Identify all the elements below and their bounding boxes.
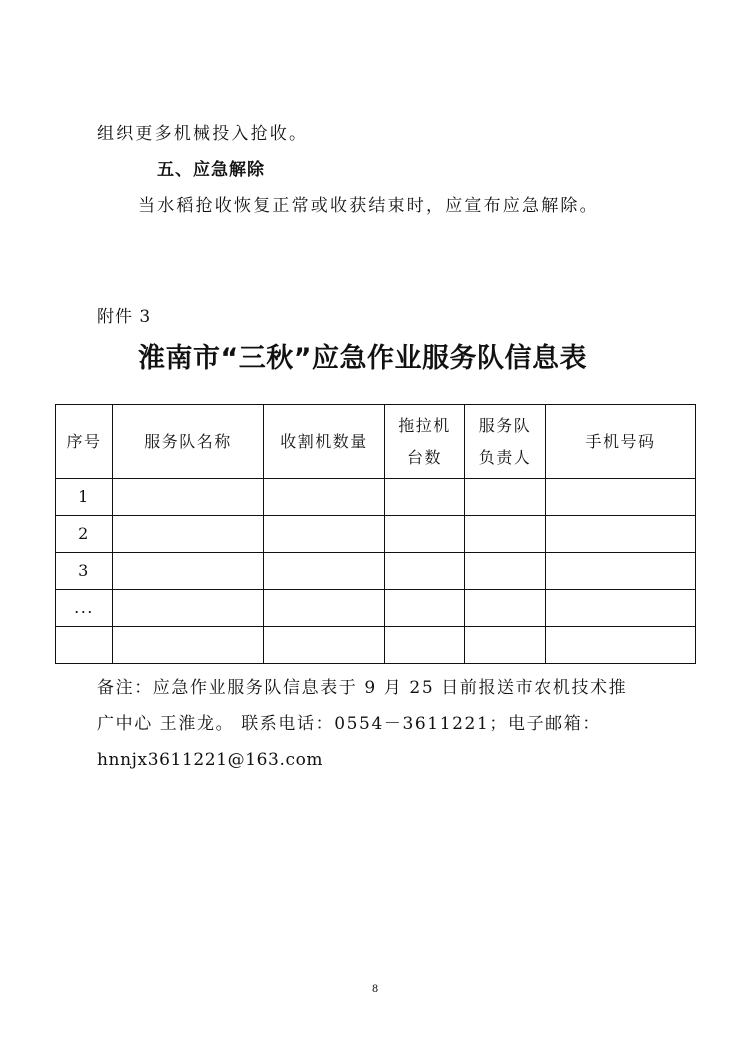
row-seq: 1 <box>56 479 113 516</box>
row-seq: 3 <box>56 553 113 590</box>
header-tractor-line2: 台数 <box>406 447 442 467</box>
row-seq <box>56 627 113 664</box>
row-seq: ... <box>56 590 113 627</box>
cell-tractor <box>385 590 465 627</box>
note-line: 备注：应急作业服务队信息表于 9 月 25 日前报送市农机技术推 <box>97 678 628 698</box>
cell-phone <box>546 479 696 516</box>
cell-tractor <box>385 627 465 664</box>
row-seq: 2 <box>56 516 113 553</box>
note-line: 广中心 王淮龙。 联系电话：0554－3611221；电子邮箱： <box>97 714 601 734</box>
cell-phone <box>546 590 696 627</box>
cell-leader <box>465 553 546 590</box>
page-number: 8 <box>371 984 379 995</box>
note-email: hnnjx3611221@163.com <box>97 750 324 770</box>
cell-tractor <box>385 516 465 553</box>
cell-team-name <box>113 479 264 516</box>
table-row <box>56 479 696 516</box>
table-header-row <box>56 405 696 479</box>
cell-harvester <box>264 516 385 553</box>
cell-leader <box>465 627 546 664</box>
header-leader-line2: 负责人 <box>478 447 532 467</box>
table-row <box>56 590 696 627</box>
cell-team-name <box>113 553 264 590</box>
header-seq: 序号 <box>56 405 113 479</box>
header-harvester-count: 收割机数量 <box>264 405 385 479</box>
header-team-leader <box>465 405 546 479</box>
header-leader-line1: 服务队 <box>478 415 532 435</box>
table-row <box>56 553 696 590</box>
paragraph-line: 组织更多机械投入抢收。 <box>97 124 309 144</box>
table-row <box>56 627 696 664</box>
cell-tractor <box>385 553 465 590</box>
section-heading: 五、应急解除 <box>157 160 265 180</box>
cell-leader <box>465 516 546 553</box>
header-tractor-line1: 拖拉机 <box>398 415 451 435</box>
table-row <box>56 516 696 553</box>
cell-phone <box>546 516 696 553</box>
paragraph-line: 当水稻抢收恢复正常或收获结束时，应宣布应急解除。 <box>138 196 599 216</box>
cell-team-name <box>113 590 264 627</box>
cell-harvester <box>264 627 385 664</box>
cell-harvester <box>264 553 385 590</box>
header-tractor-count <box>385 405 465 479</box>
document-title: 淮南市“三秋”应急作业服务队信息表 <box>138 343 587 374</box>
cell-team-name <box>113 516 264 553</box>
header-phone: 手机号码 <box>546 405 696 479</box>
cell-phone <box>546 627 696 664</box>
attachment-label: 附件 3 <box>97 307 152 327</box>
header-team-name: 服务队名称 <box>113 405 264 479</box>
cell-tractor <box>385 479 465 516</box>
info-table <box>55 404 696 664</box>
cell-leader <box>465 479 546 516</box>
cell-harvester <box>264 590 385 627</box>
cell-team-name <box>113 627 264 664</box>
cell-phone <box>546 553 696 590</box>
cell-leader <box>465 590 546 627</box>
cell-harvester <box>264 479 385 516</box>
